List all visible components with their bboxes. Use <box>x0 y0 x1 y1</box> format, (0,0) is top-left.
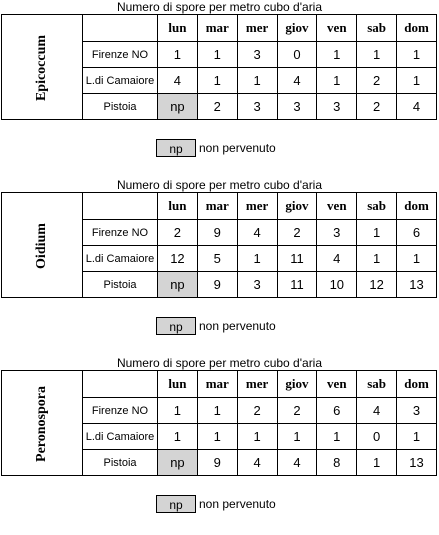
station-label: Firenze NO <box>83 42 158 68</box>
legend-text: non pervenuto <box>199 141 276 155</box>
value-cell: 3 <box>317 94 357 120</box>
np-swatch: np <box>156 139 196 157</box>
value-cell: 1 <box>197 42 237 68</box>
value-cell: 6 <box>317 398 357 424</box>
value-cell: 2 <box>357 94 397 120</box>
spore-name: Peronospora <box>34 385 49 462</box>
value-cell: 0 <box>277 42 317 68</box>
legend <box>156 316 276 336</box>
day-header: sab <box>357 15 397 42</box>
value-cell: 4 <box>397 94 437 120</box>
value-cell: 1 <box>397 68 437 94</box>
value-cell: 3 <box>237 42 277 68</box>
value-cell: 1 <box>397 42 437 68</box>
value-cell: 1 <box>158 42 198 68</box>
header-row <box>2 15 437 42</box>
value-cell: 12 <box>158 246 198 272</box>
station-label: Firenze NO <box>83 220 158 246</box>
value-cell: 5 <box>197 246 237 272</box>
value-cell: np <box>158 272 198 298</box>
value-cell: 11 <box>277 272 317 298</box>
value-cell: 4 <box>237 450 277 476</box>
day-header: ven <box>317 15 357 42</box>
header-row <box>2 193 437 220</box>
spore-table <box>1 370 437 476</box>
legend <box>156 138 276 158</box>
value-cell: 3 <box>397 398 437 424</box>
spore-table <box>1 192 437 298</box>
np-swatch: np <box>156 317 196 335</box>
day-header: lun <box>158 371 198 398</box>
value-cell: 2 <box>277 220 317 246</box>
value-cell: 1 <box>197 68 237 94</box>
day-header: ven <box>317 193 357 220</box>
value-cell: 4 <box>237 220 277 246</box>
value-cell: np <box>158 94 198 120</box>
value-cell: 6 <box>397 220 437 246</box>
day-header: giov <box>277 15 317 42</box>
value-cell: 4 <box>158 68 198 94</box>
day-header: mer <box>237 15 277 42</box>
value-cell: 4 <box>277 450 317 476</box>
value-cell: 2 <box>237 398 277 424</box>
table-title: Numero di spore per metro cubo d'aria <box>116 356 323 370</box>
value-cell: 1 <box>237 246 277 272</box>
value-cell: 13 <box>397 450 437 476</box>
value-cell: 2 <box>197 94 237 120</box>
day-header: dom <box>397 371 437 398</box>
value-cell: 1 <box>397 424 437 450</box>
day-header: sab <box>357 371 397 398</box>
station-label: Pistoia <box>83 94 158 120</box>
value-cell: 1 <box>237 424 277 450</box>
value-cell: 2 <box>277 398 317 424</box>
value-cell: 1 <box>277 424 317 450</box>
header-row <box>2 371 437 398</box>
day-header: mer <box>237 193 277 220</box>
corner-cell <box>83 15 158 42</box>
value-cell: 8 <box>317 450 357 476</box>
value-cell: 9 <box>197 272 237 298</box>
value-cell: 1 <box>197 424 237 450</box>
station-label: L.di Camaiore <box>83 424 158 450</box>
value-cell: 1 <box>158 398 198 424</box>
value-cell: 2 <box>357 68 397 94</box>
spore-table <box>1 14 437 120</box>
corner-cell <box>83 371 158 398</box>
value-cell: 1 <box>357 246 397 272</box>
day-header: dom <box>397 193 437 220</box>
value-cell: np <box>158 450 198 476</box>
np-swatch: np <box>156 495 196 513</box>
value-cell: 1 <box>357 450 397 476</box>
station-label: Pistoia <box>83 272 158 298</box>
day-header: mar <box>197 371 237 398</box>
value-cell: 3 <box>237 272 277 298</box>
day-header: lun <box>158 193 198 220</box>
spore-name-cell <box>2 15 83 120</box>
legend-text: non pervenuto <box>199 497 276 511</box>
day-header: giov <box>277 371 317 398</box>
value-cell: 3 <box>317 220 357 246</box>
spore-name: Oidium <box>34 222 49 269</box>
spore-name: Epicoccum <box>33 34 49 101</box>
value-cell: 9 <box>197 220 237 246</box>
day-header: mar <box>197 193 237 220</box>
value-cell: 1 <box>317 42 357 68</box>
value-cell: 4 <box>277 68 317 94</box>
value-cell: 1 <box>357 42 397 68</box>
spore-block-0 <box>0 0 439 179</box>
station-label: Firenze NO <box>83 398 158 424</box>
value-cell: 12 <box>357 272 397 298</box>
value-cell: 1 <box>197 398 237 424</box>
station-label: Pistoia <box>83 450 158 476</box>
value-cell: 4 <box>317 246 357 272</box>
value-cell: 13 <box>397 272 437 298</box>
value-cell: 1 <box>317 424 357 450</box>
table-title: Numero di spore per metro cubo d'aria <box>116 0 323 14</box>
corner-cell <box>83 193 158 220</box>
value-cell: 0 <box>357 424 397 450</box>
table-title: Numero di spore per metro cubo d'aria <box>116 178 323 192</box>
legend-text: non pervenuto <box>199 319 276 333</box>
station-label: L.di Camaiore <box>83 246 158 272</box>
day-header: giov <box>277 193 317 220</box>
station-label: L.di Camaiore <box>83 68 158 94</box>
value-cell: 11 <box>277 246 317 272</box>
spore-block-1 <box>0 178 439 357</box>
value-cell: 1 <box>237 68 277 94</box>
spore-name-cell <box>2 193 83 298</box>
value-cell: 1 <box>158 424 198 450</box>
legend <box>156 494 276 514</box>
value-cell: 1 <box>397 246 437 272</box>
value-cell: 2 <box>158 220 198 246</box>
value-cell: 10 <box>317 272 357 298</box>
day-header: lun <box>158 15 198 42</box>
day-header: ven <box>317 371 357 398</box>
value-cell: 3 <box>277 94 317 120</box>
day-header: dom <box>397 15 437 42</box>
value-cell: 1 <box>317 68 357 94</box>
value-cell: 4 <box>357 398 397 424</box>
spore-name-cell <box>2 371 83 476</box>
value-cell: 3 <box>237 94 277 120</box>
day-header: sab <box>357 193 397 220</box>
spore-block-2 <box>0 356 439 535</box>
day-header: mer <box>237 371 277 398</box>
day-header: mar <box>197 15 237 42</box>
value-cell: 9 <box>197 450 237 476</box>
value-cell: 1 <box>357 220 397 246</box>
